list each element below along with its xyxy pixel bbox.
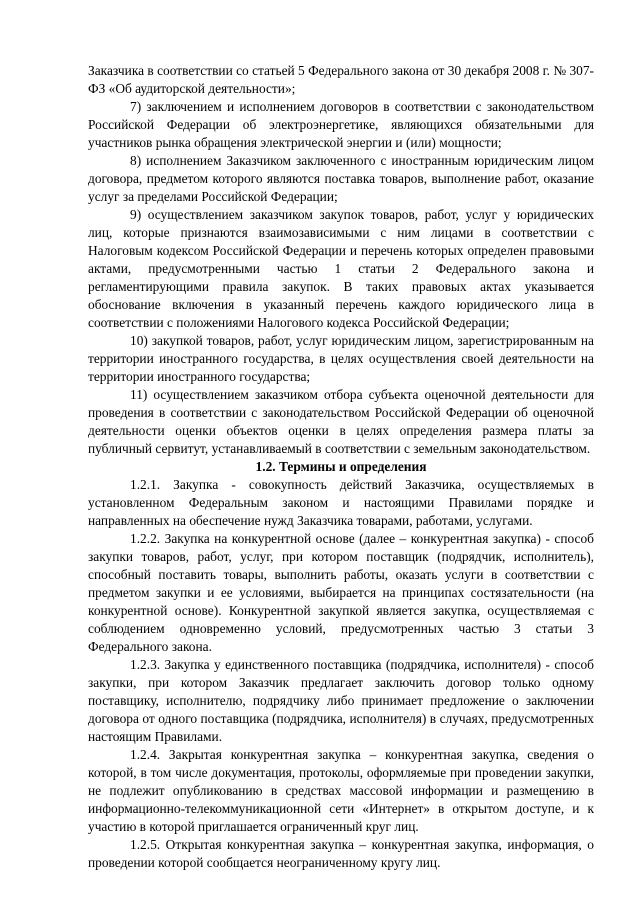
list-item-10: 10) закупкой товаров, работ, услуг юридическим лицом, зарегистрированным на территории иностранного государства, в целях осуществления своей деятельности на территории иностранного государства; [88,333,594,384]
paragraph-continuation: Заказчика в соответствии со статьей 5 Федерального закона от 30 декабря 2008 г. № 307-ФЗ «Об аудиторской деятельности»; [88,63,594,96]
section-heading: 1.2. Термины и определения [255,459,427,474]
definition-1-2-2: 1.2.2. Закупка на конкурентной основе (далее – конкурентная закупка) - способ закупки товаров, работ, услуг, при котором поставщик (подрядчик, исполнитель), способный поставить товары, выполнить работы, оказать услуги в соответствии с предметом закупки и ее условиями, выбирается на принципах состязательности (на конкурентной основе). Конкурентной закупкой является закупка, осуществляемая с соблюдением одновременно условий, предусмотренных частью 3 статьи 3 Федерального закона. [88,531,594,654]
definition-1-2-5: 1.2.5. Открытая конкурентная закупка – конкурентная закупка, информация, о проведении которой сообщается неограниченному кругу лиц. [88,837,594,870]
list-item-11: 11) осуществлением заказчиком отбора субъекта оценочной деятельности для проведения в соответствии с законодательством Российской Федерации об оценочной деятельности оценки объектов оценки в целях определения размера платы за публичный сервитут, устанавливаемый в соответствии с земельным законодательством. [88,387,594,456]
definition-1-2-3: 1.2.3. Закупка у единственного поставщика (подрядчика, исполнителя) - способ закупки, при котором Заказчик предлагает заключить договор только одному поставщику, исполнителю, подрядчику либо принимает предложение о заключении договора от одного поставщика (подрядчика, исполнителя) в случаях, предусмотренных настоящим Правилами. [88,657,594,744]
document-page [88,62,594,872]
definition-1-2-1: 1.2.1. Закупка - совокупность действий Заказчика, осуществляемых в установленном Федеральным законом и настоящими Правилами порядке и направленных на обеспечение нужд Заказчика товарами, работами, услугами. [88,477,594,528]
list-item-7: 7) заключением и исполнением договоров в соответствии с законодательством Российской Федерации об электроэнергетике, являющихся обязательными для участников рынка обращения электрической энергии и (или) мощности; [88,99,594,150]
list-item-9: 9) осуществлением заказчиком закупок товаров, работ, услуг у юридических лиц, которые признаются взаимозависимыми с ним лицами в соответствии с Налоговым кодексом Российской Федерации и перечень которых определен правовыми актами, предусмотренными частью 1 статьи 2 Федерального закона и регламентирующими правила закупок. В таких правовых актах указывается обоснование включения в указанный перечень каждого юридического лица в соответствии с положениями Налогового кодекса Российской Федерации; [88,207,594,330]
definition-1-2-4: 1.2.4. Закрытая конкурентная закупка – конкурентная закупка, сведения о которой, в том числе документация, протоколы, оформляемые при проведении закупки, не подлежит опубликованию в средствах массовой информации и размещению в информационно-телекоммуникационной сети «Интернет» в открытом доступе, и к участию в которой приглашается ограниченный круг лиц. [88,747,594,834]
list-item-8: 8) исполнением Заказчиком заключенного с иностранным юридическим лицом договора, предметом которого являются поставка товаров, выполнение работ, оказание услуг за пределами Российской Федерации; [88,153,594,204]
